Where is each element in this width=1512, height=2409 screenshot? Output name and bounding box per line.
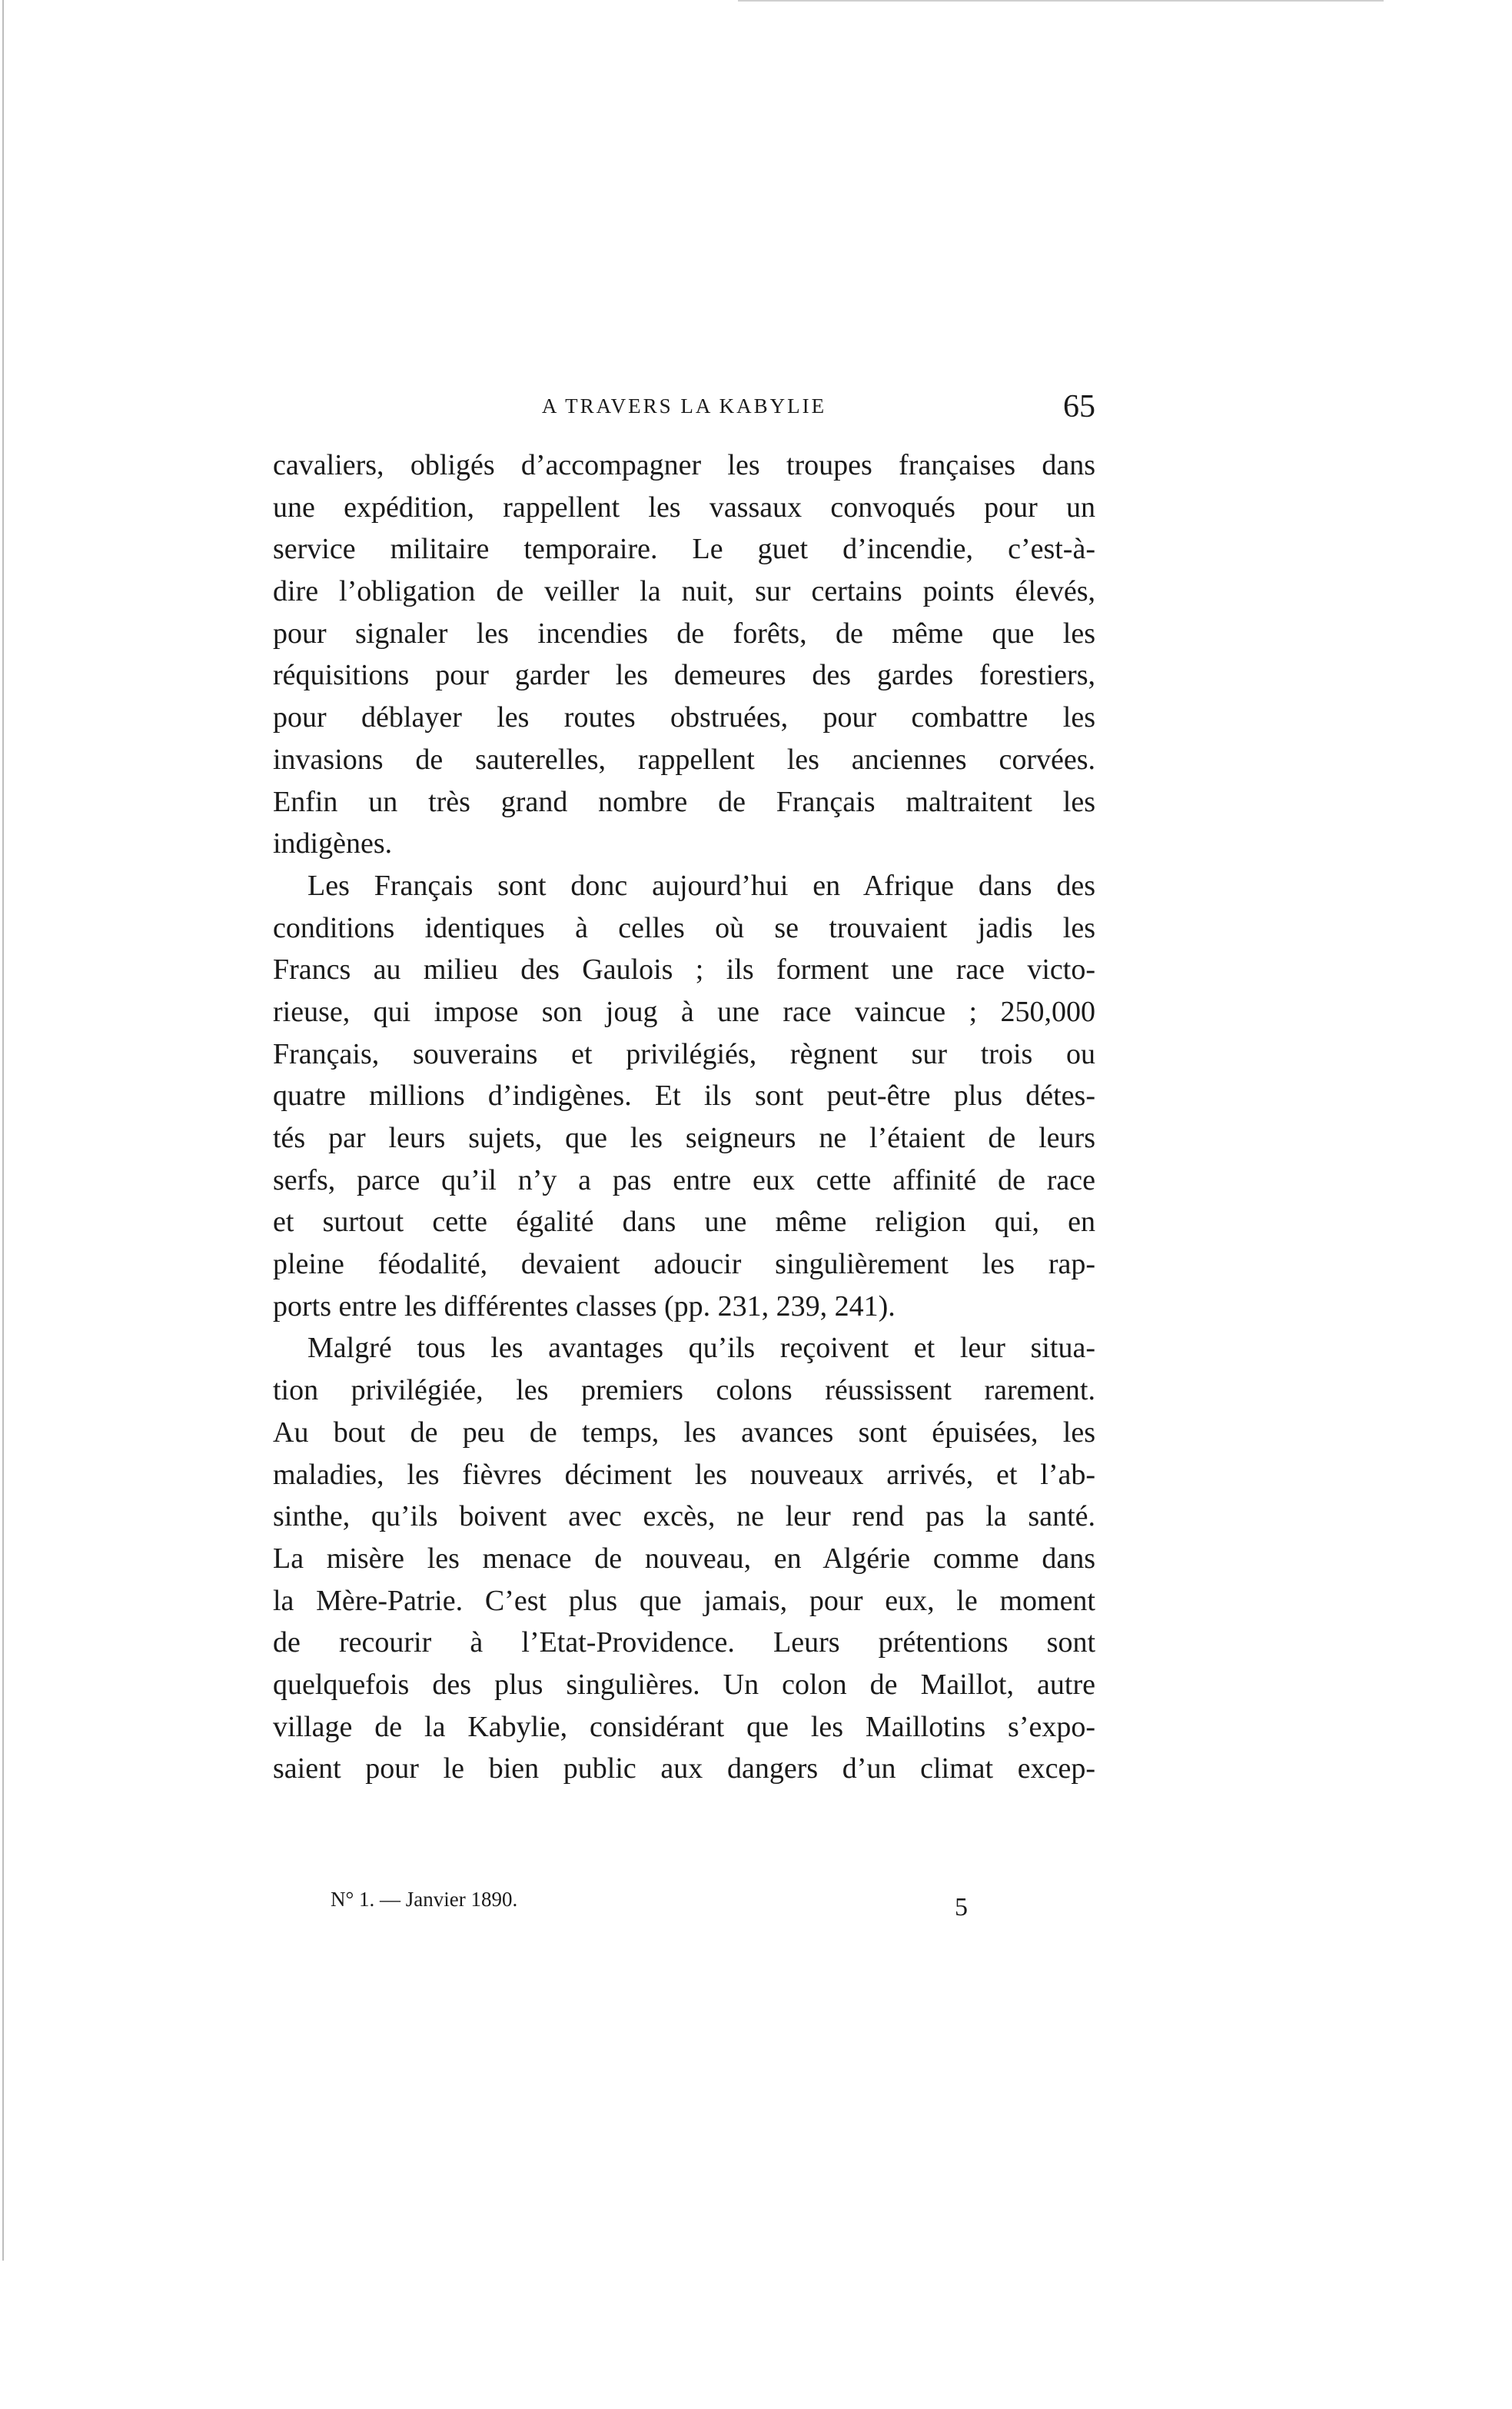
text-line: indigènes. — [273, 827, 393, 860]
text-line: La misère les menace de nouveau, en Algérie comme dans — [273, 1542, 1095, 1575]
running-head — [273, 388, 1095, 427]
footer-issue-note: N° 1. — Janvier 1890. — [331, 1888, 518, 1911]
text-line: saient pour le bien public aux dangers d’un climat excep- — [273, 1752, 1095, 1785]
page-top-edge-line — [738, 0, 1384, 2]
body-text — [273, 444, 1095, 1790]
text-line: Au bout de peu de temps, les avances sont épuisées, les — [273, 1416, 1095, 1449]
text-line: Malgré tous les avantages qu’ils reçoivent et leur situa- — [307, 1332, 1095, 1365]
text-line: village de la Kabylie, considérant que les Maillotins s’expo- — [273, 1710, 1095, 1743]
text-line: conditions identiques à celles où se trouvaient jadis les — [273, 911, 1095, 944]
signature-mark: 5 — [955, 1893, 968, 1922]
text-line: réquisitions pour garder les demeures des gardes forestiers, — [273, 659, 1095, 692]
text-line: tion privilégiée, les premiers colons réussissent rarement. — [273, 1374, 1095, 1407]
text-line: Enfin un très grand nombre de Français maltraitent les — [273, 785, 1095, 818]
running-title: A TRAVERS LA KABYLIE — [541, 394, 827, 418]
text-line: maladies, les fièvres déciment les nouveaux arrivés, et l’ab- — [273, 1458, 1095, 1491]
text-line: rieuse, qui impose son joug à une race vaincue ; 250,000 — [273, 995, 1095, 1028]
text-line: pour déblayer les routes obstruées, pour combattre les — [273, 701, 1095, 734]
text-line: tés par leurs sujets, que les seigneurs ne l’étaient de leurs — [273, 1122, 1095, 1154]
text-line: Francs au milieu des Gaulois ; ils forment une race victo- — [273, 953, 1095, 987]
text-line: quatre millions d’indigènes. Et ils sont peut-être plus détes- — [273, 1080, 1095, 1113]
text-line: la Mère-Patrie. C’est plus que jamais, pour eux, le moment — [273, 1584, 1095, 1617]
text-line: sinthe, qu’ils boivent avec excès, ne leur rend pas la santé. — [273, 1500, 1095, 1533]
page-edge-line — [2, 0, 4, 2261]
page-number: 65 — [1063, 389, 1095, 424]
text-line: service militaire temporaire. Le guet d’incendie, c’est-à- — [273, 533, 1095, 566]
text-line: de recourir à l’Etat-Providence. Leurs prétentions sont — [273, 1626, 1095, 1659]
text-line: pleine féodalité, devaient adoucir singulièrement les rap- — [273, 1248, 1095, 1281]
text-line: et surtout cette égalité dans une même religion qui, en — [273, 1206, 1095, 1239]
text-line: une expédition, rappellent les vassaux convoqués pour un — [273, 491, 1095, 524]
text-line: serfs, parce qu’il n’y a pas entre eux cette affinité de race — [273, 1163, 1095, 1196]
text-line: dire l’obligation de veiller la nuit, sur certains points élevés, — [273, 575, 1095, 608]
text-line: quelquefois des plus singulières. Un colon de Maillot, autre — [273, 1668, 1095, 1701]
text-line: Français, souverains et privilégiés, règnent sur trois ou — [273, 1037, 1095, 1070]
text-line: Les Français sont donc aujourd’hui en Afrique dans des — [307, 869, 1095, 902]
text-line: pour signaler les incendies de forêts, de même que les — [273, 617, 1095, 650]
text-line: ports entre les différentes classes (pp. 231, 239, 241). — [273, 1289, 896, 1323]
text-line: cavaliers, obligés d’accompagner les troupes françaises dans — [273, 449, 1095, 481]
text-line: invasions de sauterelles, rappellent les anciennes corvées. — [273, 743, 1095, 776]
